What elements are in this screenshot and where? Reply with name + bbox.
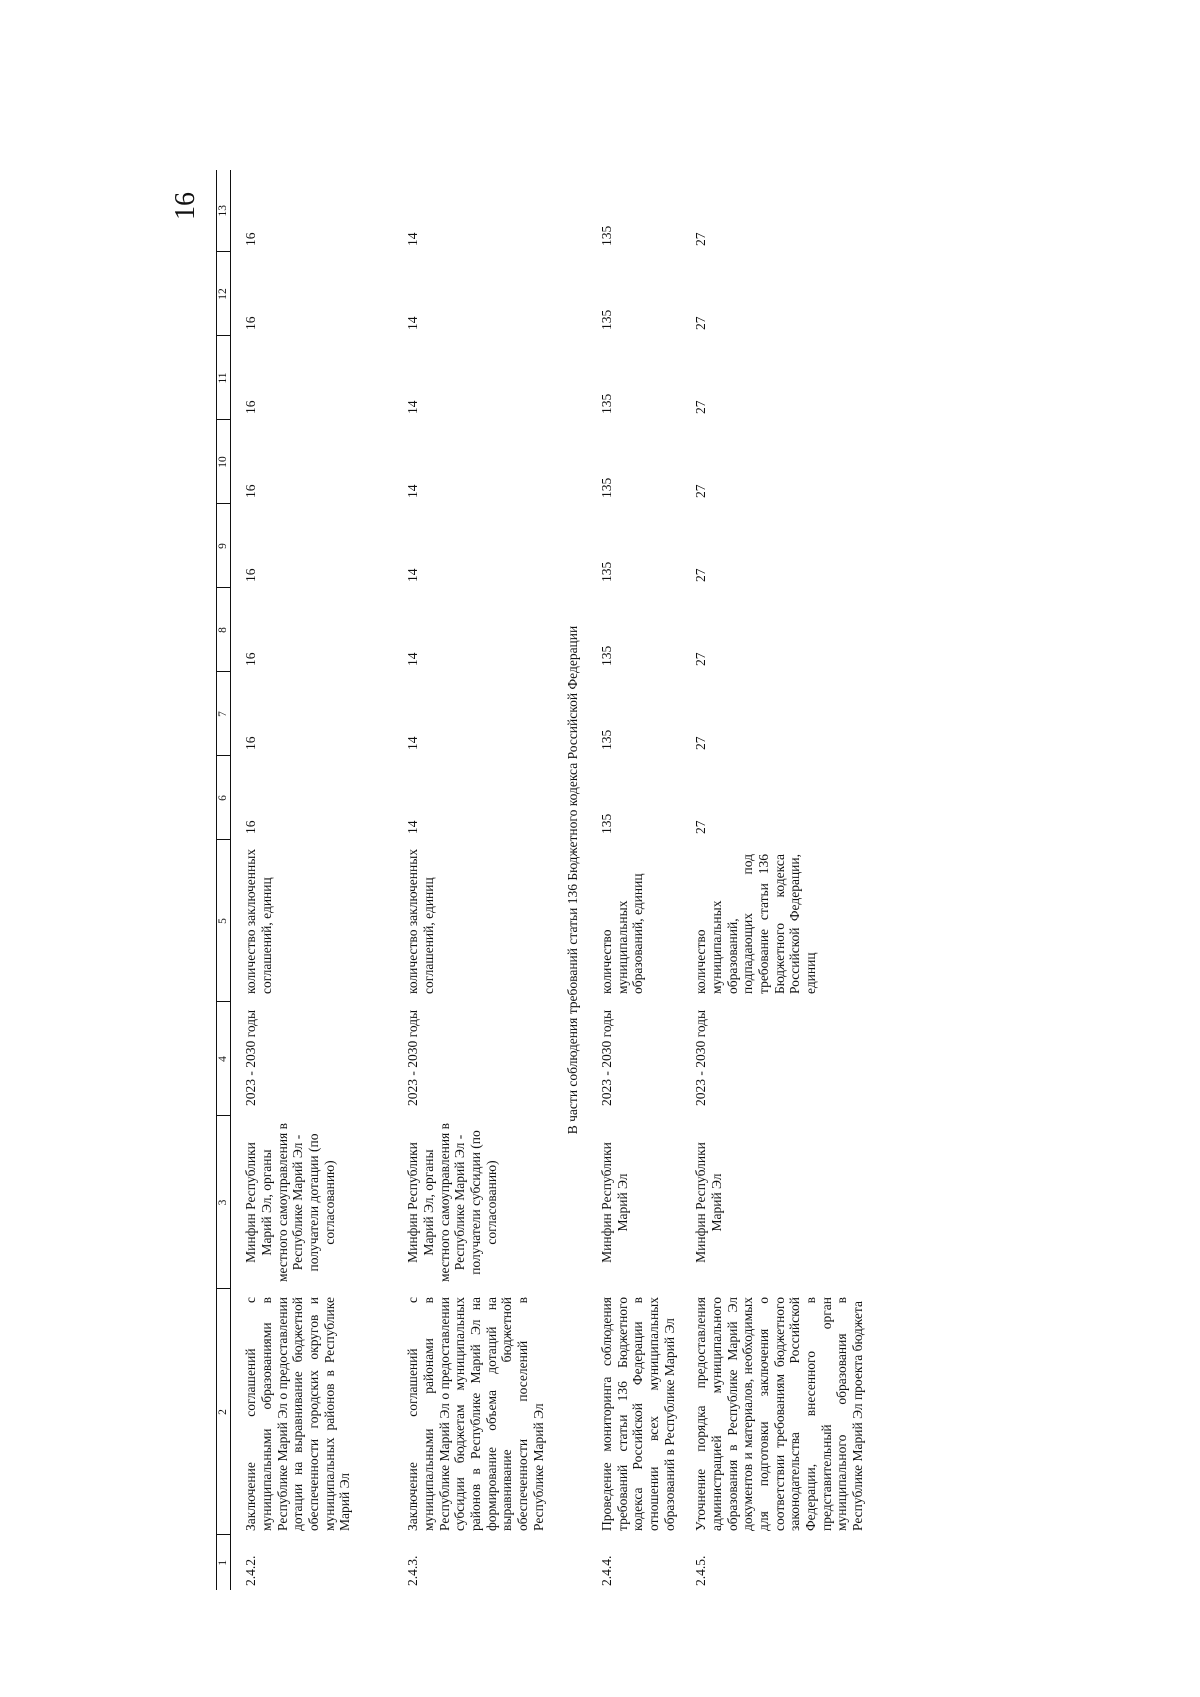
- col-header: 7: [217, 672, 231, 756]
- value-cell: 16: [243, 820, 259, 834]
- executor-text: Минфин Республики Марий Эл, органы местного самоуправления в Республике Марий Эл - получатели дотации (по согласованию): [243, 1122, 337, 1283]
- value-cell: 14: [405, 400, 421, 414]
- event-text: Уточнение порядка предоставления администрацией муниципального образования в Республике Марий Эл документов и материалов, необходимых для подготовки заключения о соответствии требованиям бюджетного законодательства Российской Федерации, внесенного в представительный орган муниципального образования в Республике Марий Эл проекта бюджета: [693, 1297, 865, 1531]
- col-header: 9: [217, 504, 231, 588]
- value-cell: 135: [598, 393, 614, 414]
- row-number: 2.4.2.: [243, 1555, 259, 1586]
- table-row: [681, 170, 869, 1590]
- col-header: 3: [217, 1116, 231, 1289]
- value-cell: 14: [405, 820, 421, 834]
- value-cell: 27: [693, 820, 709, 834]
- rotated-page: [170, 170, 1016, 1590]
- row-number: 2.4.5.: [693, 1555, 709, 1586]
- col-header: 8: [217, 588, 231, 672]
- value-cell: 27: [693, 736, 709, 750]
- value-cell: 27: [693, 232, 709, 246]
- value-cell: 27: [693, 484, 709, 498]
- col-header: 5: [217, 840, 231, 1002]
- indicator-text: количество заключенных соглашений, единиц: [405, 848, 436, 994]
- value-cell: 135: [598, 561, 614, 582]
- row-number: 2.4.3.: [405, 1555, 421, 1586]
- period-text: 2023 - 2030 годы: [243, 1009, 259, 1106]
- value-cell: 135: [598, 813, 614, 834]
- table-row: [231, 170, 394, 1590]
- value-cell: 27: [693, 568, 709, 582]
- value-cell: 27: [693, 316, 709, 330]
- col-header: 6: [217, 756, 231, 840]
- value-cell: 135: [598, 477, 614, 498]
- col-header: 10: [217, 420, 231, 504]
- value-cell: 16: [243, 736, 259, 750]
- page-number: 16: [170, 192, 201, 220]
- measures-table: [216, 170, 869, 1590]
- value-cell: 135: [598, 309, 614, 330]
- value-cell: 16: [243, 400, 259, 414]
- col-header: 11: [217, 336, 231, 420]
- table-row: [393, 170, 555, 1590]
- value-cell: 16: [243, 316, 259, 330]
- col-header: 2: [217, 1289, 231, 1535]
- section-row: [555, 170, 587, 1590]
- value-cell: 135: [598, 729, 614, 750]
- value-cell: 14: [405, 316, 421, 330]
- value-cell: 135: [598, 645, 614, 666]
- value-cell: 14: [405, 736, 421, 750]
- value-cell: 135: [598, 225, 614, 246]
- col-header: 1: [217, 1535, 231, 1590]
- period-text: 2023 - 2030 годы: [598, 1009, 614, 1106]
- value-cell: 27: [693, 652, 709, 666]
- event-text: Проведение мониторинга соблюдения требований статьи 136 Бюджетного кодекса Российской Федерации в отношении всех муниципальных образований в Республике Марий Эл: [598, 1297, 677, 1531]
- column-number-row: [217, 170, 231, 1590]
- value-cell: 16: [243, 652, 259, 666]
- indicator-text: количество муниципальных образований, подпадающих под требование статьи 136 Бюджетного кодекса Российской Федерации, единиц: [693, 854, 818, 994]
- value-cell: 27: [693, 400, 709, 414]
- value-cell: 14: [405, 652, 421, 666]
- indicator-text: количество заключенных соглашений, единиц: [243, 848, 274, 994]
- event-text: Заключение соглашений с муниципальными образованиями в Республике Марий Эл о предоставлении дотации на выравнивание бюджетной обеспеченности городских округов и муниципальных районов в Республике Марий Эл: [243, 1297, 353, 1531]
- col-header: 13: [217, 170, 231, 252]
- table-row: [587, 170, 681, 1590]
- section-heading: В части соблюдения требований статьи 136 Бюджетного кодекса Российской Федерации: [565, 625, 581, 1135]
- event-text: Заключение соглашений с муниципальными районами в Республике Марий Эл о предоставлении субсидии бюджетам муниципальных районов в Республике Марий Эл на формирование объема дотаций на выравнивание бюджетной обеспеченности поселений в Республике Марий Эл: [405, 1297, 546, 1531]
- value-cell: 14: [405, 484, 421, 498]
- col-header: 4: [217, 1002, 231, 1116]
- value-cell: 16: [243, 484, 259, 498]
- value-cell: 16: [243, 568, 259, 582]
- executor-text: Минфин Республики Марий Эл, органы местного самоуправления в Республике Марий Эл - получатели субсидии (по согласованию): [405, 1122, 499, 1283]
- period-text: 2023 - 2030 годы: [693, 1009, 709, 1106]
- executor-text: Минфин Республики Марий Эл: [693, 1142, 724, 1263]
- value-cell: 16: [243, 232, 259, 246]
- value-cell: 14: [405, 568, 421, 582]
- executor-text: Минфин Республики Марий Эл: [598, 1142, 630, 1263]
- col-header: 12: [217, 252, 231, 336]
- value-cell: 14: [405, 232, 421, 246]
- indicator-text: количество муниципальных образований, единиц: [598, 873, 646, 994]
- period-text: 2023 - 2030 годы: [405, 1009, 421, 1106]
- row-number: 2.4.4.: [598, 1555, 614, 1586]
